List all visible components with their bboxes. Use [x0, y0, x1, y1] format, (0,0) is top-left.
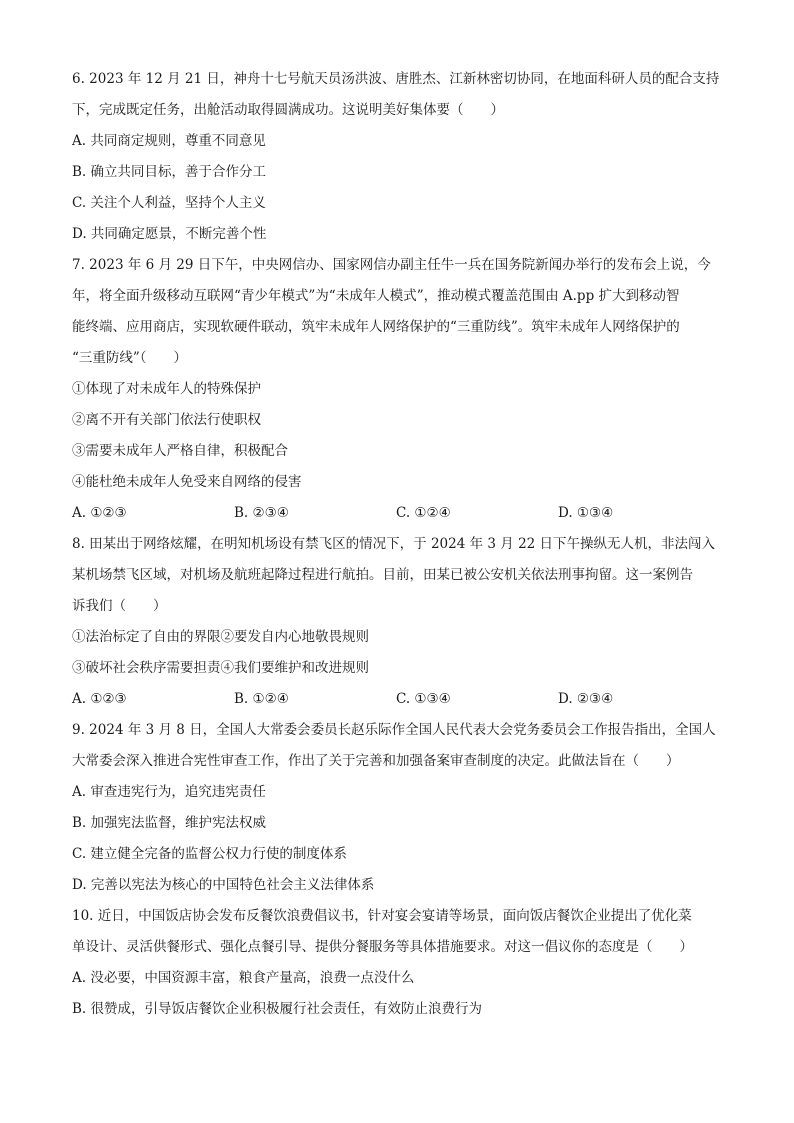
option-c: C. 关注个人利益，坚持个人主义: [72, 195, 266, 211]
question-stem: “三重防线”（ ）: [72, 350, 188, 366]
question-stem: 7. 2023 年 6 月 29 日下午，中央网信办、国家网信办副主任牛一兵在国务院新闻办举行的发布会上说，今: [72, 257, 711, 273]
question-9: [72, 715, 724, 901]
option-c: C. 建立健全完备的监督公权力行使的制度体系: [72, 846, 347, 862]
question-stem: 诉我们（ ）: [72, 598, 167, 614]
statement-2: ②离不开有关部门依法行使职权: [72, 412, 261, 428]
question-stem: 下，完成既定任务，出舱活动取得圆满成功。这说明美好集体要（ ）: [72, 102, 504, 118]
exam-page: [72, 64, 724, 1025]
question-stem: 某机场禁飞区域，对机场及航班起降过程进行航拍。目前，田某已被公安机关依法刑事拘留。这一案例告: [72, 567, 693, 583]
choice-b: B. ①②④: [234, 691, 289, 707]
choice-a: A. ①②③: [72, 505, 127, 521]
option-d: D. 完善以宪法为核心的中国特色社会主义法律体系: [72, 877, 375, 893]
option-a: A. 审查违宪行为，追究违宪责任: [72, 784, 266, 800]
question-stem: 8. 田某出于网络炫耀，在明知机场设有禁飞区的情况下，于 2024 年 3 月 22 日下午操纵无人机，非法闯入: [72, 536, 716, 552]
question-stem: 6. 2023 年 12 月 21 日，神舟十七号航天员汤洪波、唐胜杰、江新林密切协同，在地面科研人员的配合支持: [72, 71, 720, 87]
choice-b: B. ②③④: [234, 505, 289, 521]
question-8: [72, 529, 724, 715]
option-d: D. 共同确定愿景，不断完善个性: [72, 226, 267, 242]
option-b: B. 加强宪法监督，维护宪法权威: [72, 815, 267, 831]
question-stem: 9. 2024 年 3 月 8 日，全国人大常委会委员长赵乐际作全国人民代表大会党务委员会工作报告指出，全国人: [72, 722, 716, 738]
choice-c: C. ①②④: [396, 505, 451, 521]
question-7: [72, 250, 724, 529]
question-stem: 大常委会深入推进合宪性审查工作，作出了关于完善和加强备案审查制度的决定。此做法旨在（ ）: [72, 753, 680, 769]
choice-a: A. ①②③: [72, 691, 127, 707]
question-stem: 年，将全面升级移动互联网“青少年模式”为“未成年人模式”，推动模式覆盖范围由 A.pp 扩大到移动智: [72, 288, 680, 304]
statement-1-2: ①法治标定了自由的界限②要发自内心地敬畏规则: [72, 629, 369, 645]
choice-d: D. ②③④: [558, 691, 614, 707]
statement-3: ③需要未成年人严格自律，积极配合: [72, 443, 288, 459]
option-b: B. 确立共同目标，善于合作分工: [72, 164, 267, 180]
choice-c: C. ①③④: [396, 691, 451, 707]
question-6: [72, 64, 724, 250]
choice-row: [72, 498, 724, 529]
statement-4: ④能杜绝未成年人免受来自网络的侵害: [72, 474, 302, 490]
question-stem: 能终端、应用商店，实现软硬件联动，筑牢未成年人网络保护的“三重防线”。筑牢未成年人网络保护的: [72, 319, 680, 335]
question-stem: 单设计、灵活供餐形式、强化点餐引导、提供分餐服务等具体措施要求。对这一倡议你的态度是（ ）: [72, 939, 693, 955]
statement-1: ①体现了对未成年人的特殊保护: [72, 381, 261, 397]
option-b: B. 很赞成，引导饭店餐饮企业积极履行社会责任，有效防止浪费行为: [72, 1001, 483, 1017]
statement-3-4: ③破坏社会秩序需要担责④我们要维护和改进规则: [72, 660, 369, 676]
choice-d: D. ①③④: [558, 505, 614, 521]
option-a: A. 没必要，中国资源丰富，粮食产量高，浪费一点没什么: [72, 970, 415, 986]
option-a: A. 共同商定规则，尊重不同意见: [72, 133, 266, 149]
question-stem: 10. 近日，中国饭店协会发布反餐饮浪费倡议书，针对宴会宴请等场景，面向饭店餐饮企业提出了优化菜: [72, 908, 692, 924]
question-10: [72, 901, 724, 1025]
choice-row: [72, 684, 724, 715]
